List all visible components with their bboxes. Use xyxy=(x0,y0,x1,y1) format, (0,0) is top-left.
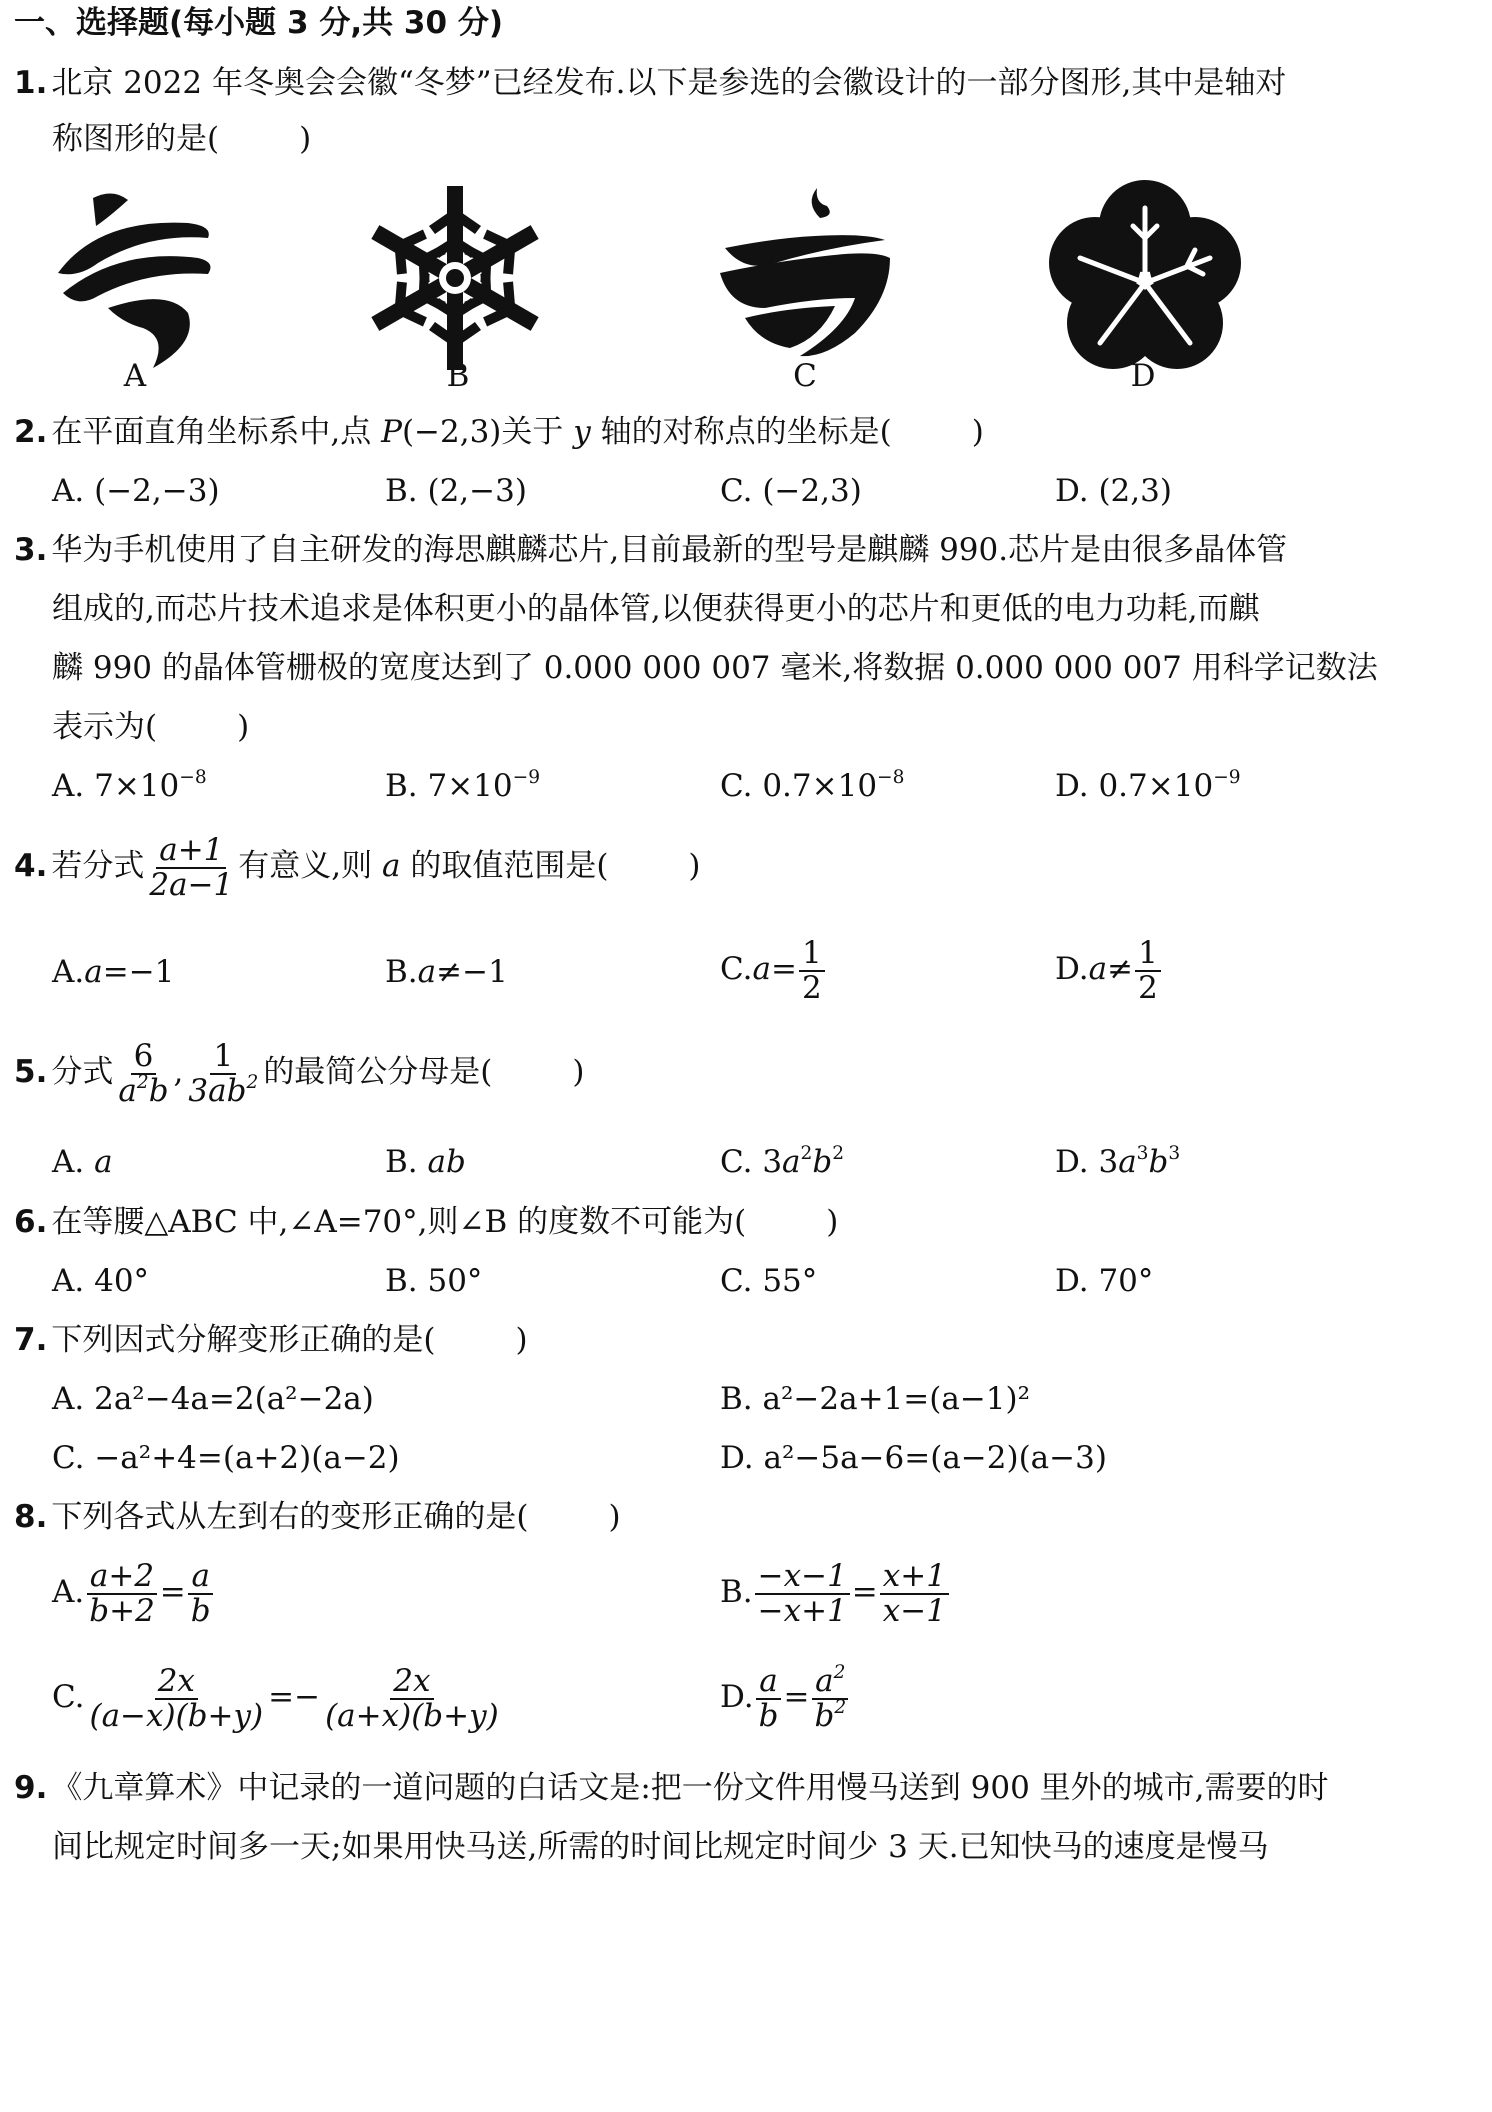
question-1-line-2 xyxy=(52,122,311,158)
question-3-line-3: 麟 990 的晶体管栅极的宽度达到了 0.000 000 007 毫米,将数据 0.000 000 007 用科学记数法 xyxy=(52,650,1378,686)
math-variable: a xyxy=(417,954,437,990)
question-text: 北京 2022 年冬奥会会徽“冬梦”已经发布.以下是参选的会徽设计的一部分图形,其中是轴对 xyxy=(51,65,1287,101)
question-2-stem xyxy=(14,415,984,451)
option-a: A. (−2,−3) xyxy=(52,473,220,509)
question-text: ) xyxy=(299,121,312,157)
option-b xyxy=(720,1560,951,1627)
option-d: D. a²−5a−6=(a−2)(a−3) xyxy=(720,1440,1107,1476)
exponent: −9 xyxy=(512,766,541,788)
exponent: 2 xyxy=(833,1661,846,1683)
option-b xyxy=(385,1145,466,1181)
option-d xyxy=(1055,937,1163,1004)
fraction xyxy=(811,1661,849,1734)
denominator: b xyxy=(190,1592,211,1629)
question-text: 轴的对称点的坐标是( xyxy=(600,414,892,450)
denominator: 2 xyxy=(1138,969,1158,1006)
math-variable: a xyxy=(118,1072,137,1109)
fraction xyxy=(1135,937,1161,1004)
question-5-stem xyxy=(14,1040,585,1107)
option-text: ≠−1 xyxy=(436,954,508,990)
question-number: 2. xyxy=(14,414,48,450)
fraction xyxy=(115,1040,171,1107)
numerator: a xyxy=(756,1665,780,1700)
question-7-stem xyxy=(14,1323,528,1359)
math-variable: P xyxy=(381,414,402,450)
denominator: (a−x)(b+y) xyxy=(89,1697,264,1734)
numerator: 6 xyxy=(131,1040,157,1075)
flame-wave-icon xyxy=(705,178,905,378)
option-b: B. (2,−3) xyxy=(385,473,527,509)
exponent: 3 xyxy=(1136,1142,1149,1164)
option-letter: C. 3 xyxy=(720,1144,783,1180)
math-variable: ab xyxy=(427,1144,466,1180)
question-text: 称图形的是( xyxy=(52,121,220,157)
fraction xyxy=(86,1665,266,1732)
option-text: =−1 xyxy=(102,954,175,990)
ribbon-swoosh-icon xyxy=(38,178,238,378)
option-letter: C. xyxy=(720,951,753,988)
question-6-stem xyxy=(14,1205,838,1241)
numerator: −x−1 xyxy=(755,1560,850,1595)
option-a: A. 40° xyxy=(52,1263,150,1299)
denominator: 2a−1 xyxy=(149,866,234,903)
option-d xyxy=(1055,766,1241,805)
option-b: B. 50° xyxy=(385,1263,483,1299)
math-variable: b xyxy=(814,1697,835,1734)
math-variable: a xyxy=(84,954,103,990)
question-text: 《九章算术》中记录的一道问题的白话文是:把一份文件用慢马送到 900 里外的城市,需要的时 xyxy=(51,1770,1329,1806)
question-3-line-2: 组成的,而芯片技术追求是体积更小的晶体管,以便获得更小的芯片和更低的电力功耗,而麒 xyxy=(52,591,1260,627)
option-letter: D. xyxy=(720,1679,754,1716)
numerator: 1 xyxy=(210,1040,236,1075)
question-text: 华为手机使用了自主研发的海思麒麟芯片,目前最新的型号是麒麟 990.芯片是由很多晶体管 xyxy=(51,532,1288,568)
option-b: B. a²−2a+1=(a−1)² xyxy=(720,1381,1031,1417)
question-text: (−2,3)关于 xyxy=(401,414,564,450)
denominator xyxy=(115,1071,171,1109)
option-letter: C. xyxy=(52,1679,85,1716)
option-a xyxy=(52,1145,113,1181)
option-text: A. 7×10 xyxy=(52,768,180,804)
exponent: 2 xyxy=(832,1142,845,1164)
plum-blossom-icon xyxy=(1045,178,1245,378)
numerator: 1 xyxy=(1135,937,1161,972)
figure-label-c: C xyxy=(793,358,817,394)
option-letter: A. xyxy=(52,1574,85,1611)
punctuation: , xyxy=(173,1054,184,1091)
math-variable: y xyxy=(573,414,591,450)
question-text: 的取值范围是( xyxy=(410,848,609,885)
figure-label-d: D xyxy=(1130,358,1156,394)
question-8-stem xyxy=(14,1500,621,1536)
fraction xyxy=(755,1560,850,1627)
math-variable: a xyxy=(94,1144,113,1180)
question-number: 8. xyxy=(14,1499,48,1535)
question-text: ) xyxy=(971,414,984,450)
numerator: 1 xyxy=(799,937,825,972)
option-text: D. 0.7×10 xyxy=(1055,768,1214,804)
numerator xyxy=(812,1661,848,1700)
question-text: 下列因式分解变形正确的是( xyxy=(51,1322,436,1358)
operator: = xyxy=(770,951,797,988)
denominator: (a+x)(b+y) xyxy=(325,1697,499,1734)
fraction xyxy=(86,1560,158,1627)
question-number: 5. xyxy=(14,1054,48,1091)
option-letter: B. xyxy=(720,1574,753,1611)
option-a xyxy=(52,955,174,991)
option-c xyxy=(720,937,827,1004)
option-a xyxy=(52,766,207,805)
option-c xyxy=(52,1665,504,1732)
question-text: ) xyxy=(826,1204,839,1240)
option-letter: A. xyxy=(52,1144,85,1180)
operator: ≠ xyxy=(1107,951,1134,988)
option-a: A. 2a²−4a=2(a²−2a) xyxy=(52,1381,374,1417)
math-variable: a xyxy=(815,1663,834,1699)
denominator: b+2 xyxy=(89,1592,155,1629)
math-variable: a xyxy=(752,951,771,988)
question-3-line-1 xyxy=(14,533,1287,569)
fraction xyxy=(185,1040,261,1107)
math-variable: b xyxy=(812,1144,833,1180)
figure-label-a: A xyxy=(123,358,147,394)
question-text: ) xyxy=(608,1499,621,1535)
option-c: C. (−2,3) xyxy=(720,473,862,509)
exponent: 2 xyxy=(834,1696,847,1718)
question-text: 表示为( xyxy=(52,709,158,745)
math-variable: a xyxy=(782,1144,801,1180)
operator: = xyxy=(783,1679,810,1716)
question-text: 在平面直角坐标系中,点 xyxy=(51,414,372,450)
question-number: 7. xyxy=(14,1322,48,1358)
question-9-line-1 xyxy=(14,1771,1329,1807)
option-letter: B. xyxy=(385,954,418,990)
exponent: 2 xyxy=(136,1071,149,1093)
option-b xyxy=(385,766,541,805)
fraction xyxy=(799,937,825,1004)
snowflake-icon xyxy=(355,178,555,378)
fraction xyxy=(322,1665,502,1732)
exponent: −9 xyxy=(1213,766,1241,788)
question-text: 分式 xyxy=(51,1054,114,1091)
question-text: ) xyxy=(688,848,701,885)
fraction xyxy=(188,1560,214,1627)
denominator: −x+1 xyxy=(757,1592,847,1629)
denominator: b xyxy=(758,1697,779,1734)
denominator xyxy=(811,1696,849,1734)
option-d: D. 70° xyxy=(1055,1263,1154,1299)
denominator: 2 xyxy=(801,969,822,1006)
option-letter: D. 3 xyxy=(1055,1144,1119,1180)
numerator: a+1 xyxy=(156,834,226,869)
fraction xyxy=(880,1560,949,1627)
option-text: B. 7×10 xyxy=(385,768,513,804)
question-text: 的最简公分母是( xyxy=(263,1054,493,1091)
operator: =− xyxy=(268,1679,321,1716)
math-variable: a xyxy=(1118,1144,1137,1180)
exponent: 2 xyxy=(246,1071,259,1093)
question-text: ) xyxy=(237,709,250,745)
numerator: a+2 xyxy=(87,1560,157,1595)
question-text: ) xyxy=(515,1322,528,1358)
option-letter: D. xyxy=(1055,951,1089,988)
numerator: 2x xyxy=(390,1665,433,1700)
option-text: C. 0.7×10 xyxy=(720,768,878,804)
numerator: 2x xyxy=(155,1665,198,1700)
exponent: 2 xyxy=(800,1142,813,1164)
denominator xyxy=(185,1071,261,1109)
option-letter: A. xyxy=(52,954,85,990)
fraction xyxy=(146,834,236,901)
numerator: x+1 xyxy=(880,1560,949,1595)
math-variable: a xyxy=(1088,951,1108,988)
question-text: 若分式 xyxy=(51,848,145,885)
question-number: 4. xyxy=(14,848,48,885)
exponent: −8 xyxy=(179,766,207,788)
option-d xyxy=(1055,1142,1181,1181)
question-1-line-1 xyxy=(14,66,1286,102)
question-number: 9. xyxy=(14,1770,48,1806)
option-d xyxy=(720,1661,851,1734)
question-number: 3. xyxy=(14,532,48,568)
exponent: −8 xyxy=(877,766,905,788)
question-3-line-4 xyxy=(52,710,249,746)
operator: = xyxy=(851,1574,878,1611)
fraction xyxy=(756,1665,782,1732)
option-c: C. 55° xyxy=(720,1263,818,1299)
math-variable: b xyxy=(148,1072,169,1109)
question-text: 有意义,则 xyxy=(238,848,373,885)
option-c xyxy=(720,1142,845,1181)
question-text: ) xyxy=(572,1054,585,1091)
question-number: 1. xyxy=(14,65,48,101)
option-c: C. −a²+4=(a+2)(a−2) xyxy=(52,1440,400,1476)
question-text: 下列各式从左到右的变形正确的是( xyxy=(51,1499,529,1535)
question-number: 6. xyxy=(14,1204,48,1240)
math-variable: 3ab xyxy=(188,1072,247,1109)
option-c xyxy=(720,766,905,805)
option-letter: B. xyxy=(385,1144,418,1180)
question-4-stem xyxy=(14,834,701,901)
math-variable: a xyxy=(381,848,401,885)
exponent: 3 xyxy=(1168,1142,1181,1164)
option-a xyxy=(52,1560,216,1627)
numerator: a xyxy=(188,1560,212,1595)
operator: = xyxy=(159,1574,186,1611)
section-heading: 一、选择题(每小题 3 分,共 30 分) xyxy=(14,5,503,41)
question-9-line-2: 间比规定时间多一天;如果用快马送,所需的时间比规定时间少 3 天.已知快马的速度是慢马 xyxy=(52,1829,1269,1865)
option-b xyxy=(385,955,508,991)
question-text: 在等腰△ABC 中,∠A=70°,则∠B 的度数不可能为( xyxy=(51,1204,747,1240)
figure-label-b: B xyxy=(446,358,470,394)
math-variable: b xyxy=(1148,1144,1169,1180)
option-d: D. (2,3) xyxy=(1055,473,1172,509)
denominator: x−1 xyxy=(882,1592,946,1629)
